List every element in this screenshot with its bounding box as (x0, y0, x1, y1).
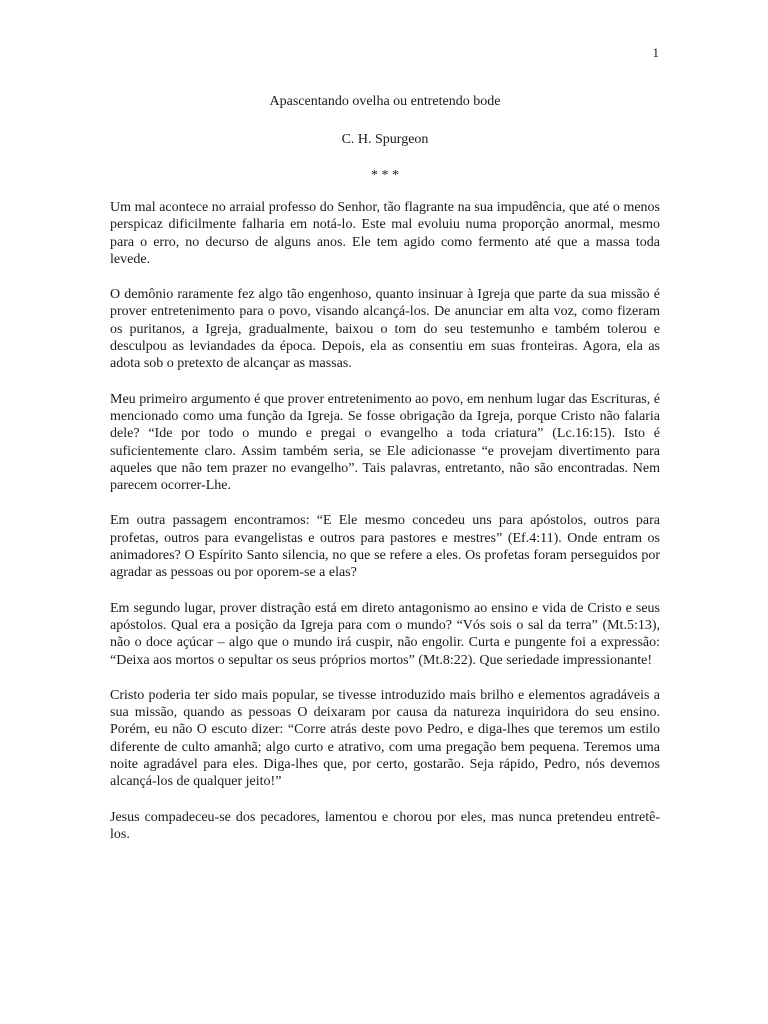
paragraph-3: Meu primeiro argumento é que prover entretenimento ao povo, em nenhum lugar das Escrituras, é mencionado como uma função da Igreja. Se fosse obrigação da Igreja, porque Cristo não falaria dele? “Ide por todo o mundo e pregai o evangelho a toda criatura” (Lc.16:15). Isto é suficientemente claro. Assim também seria, se Ele adicionasse “e provejam divertimento para aqueles que não tem prazer no evangelho”. Tais palavras, entretanto, não são encontradas. Nem parecem ocorrer-Lhe. (110, 391, 660, 494)
document-author: C. H. Spurgeon (341, 132, 429, 147)
page-number: 1 (652, 45, 659, 60)
paragraph-2: O demônio raramente fez algo tão engenhoso, quanto insinuar à Igreja que parte da sua missão é prover entretenimento para o povo, visando alcançá-los. De anunciar em alta voz, como fizeram os puritanos, a Igreja, gradualmente, baixou o tom do seu testemunho e também tolerou e desculpou as leviandades da época. Depois, ela as consentiu em suas fronteiras. Agora, ela as adota sob o pretexto de alcançar as massas. (110, 287, 660, 372)
document-title: Apascentando ovelha ou entretendo bode (269, 94, 501, 109)
document-body (110, 199, 660, 861)
paragraph-4: Em outra passagem encontramos: “E Ele mesmo concedeu uns para apóstolos, outros para profetas, outros para evangelistas e outros para pastores e mestres” (Ef.4:11). Onde entram os animadores? O Espírito Santo silencia, no que se refere a eles. Os profetas foram perseguidos por agradar as pessoas ou por oporem-se a elas? (110, 513, 660, 581)
header-block (110, 93, 660, 185)
paragraph-7: Jesus compadeceu-se dos pecadores, lamentou e chorou por eles, mas nunca pretendeu entretê-los. (110, 809, 660, 842)
paragraph-5: Em segundo lugar, prover distração está em direto antagonismo ao ensino e vida de Cristo e seus apóstolos. Qual era a posição da Igreja para com o mundo? “Vós sois o sal da terra” (Mt.5:13), não o doce açúcar – algo que o mundo irá cuspir, não engolir. Curta e pungente foi a expressão: “Deixa aos mortos o sepultar os seus próprios mortos” (Mt.8:22). Que seriedade impressionante! (110, 600, 660, 668)
paragraph-6: Cristo poderia ter sido mais popular, se tivesse introduzido mais brilho e elementos agradáveis a sua missão, quando as pessoas O deixaram por causa da natureza inquiridora do seu ensino. Porém, eu não O escuto dizer: “Corre atrás deste povo Pedro, e diga-lhes que teremos um estilo diferente de culto amanhã; algo curto e atrativo, com uma pregação bem pequena. Teremos uma noite agradável para eles. Diga-lhes que, por certo, gostarão. Seja rápido, Pedro, nós devemos alcançá-los de qualquer jeito!” (110, 687, 660, 790)
paragraph-1: Um mal acontece no arraial professo do Senhor, tão flagrante na sua impudência, que até o menos perspicaz dificilmente falharia em notá-lo. Este mal evoluiu numa proporção anormal, mesmo para o erro, no decurso de alguns anos. Ele tem agido como fermento até que a massa toda levede. (110, 200, 660, 267)
section-separator: * * * (371, 168, 399, 183)
